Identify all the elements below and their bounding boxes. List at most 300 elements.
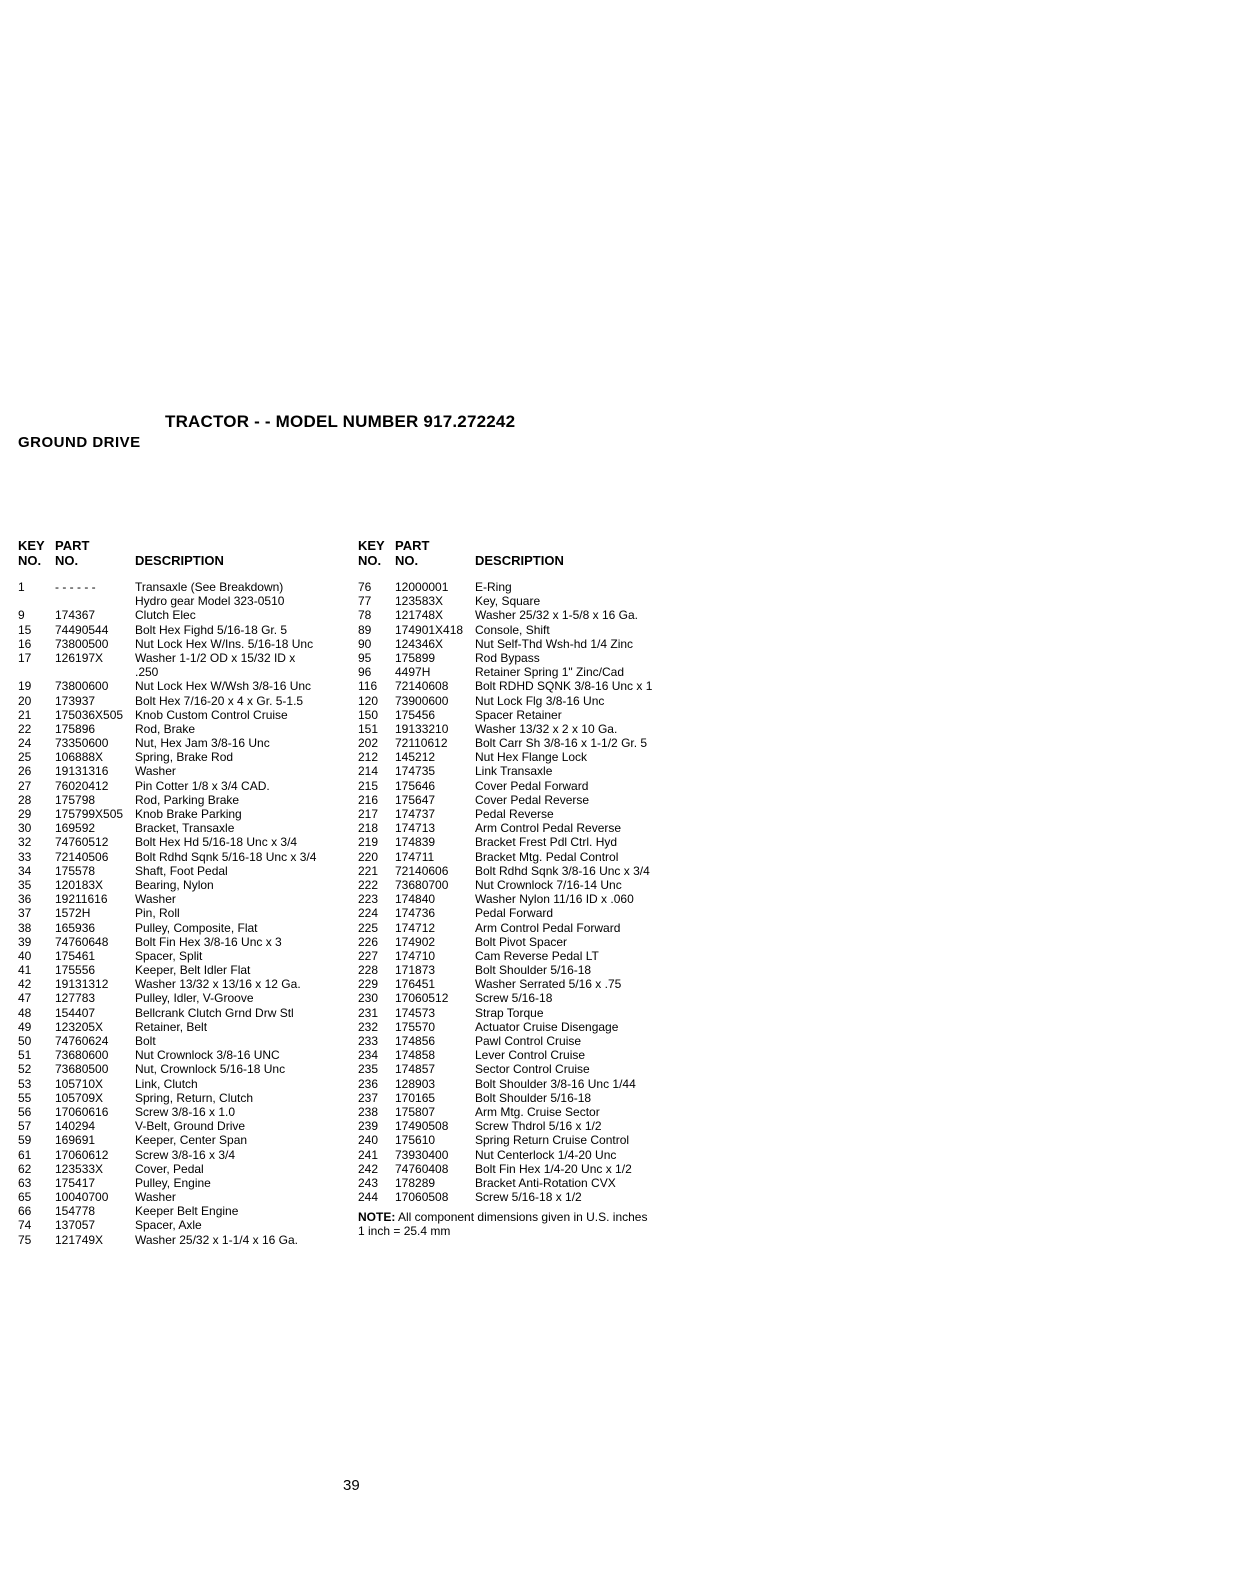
table-row <box>358 665 688 679</box>
description: Clutch Elec <box>135 608 196 623</box>
part-no: 145212 <box>395 750 436 765</box>
part-no: 174737 <box>395 807 436 821</box>
description: Pawl Control Cruise <box>475 1034 582 1048</box>
part-no: 19133210 <box>395 721 449 736</box>
part-no: 72140608 <box>395 679 449 694</box>
key-no: 9 <box>18 608 25 623</box>
table-row <box>358 807 688 821</box>
description: Bracket Mtg. Pedal Control <box>475 849 619 864</box>
description: Bolt Rdhd Sqnk 3/8-16 Unc x 3/4 <box>475 863 650 878</box>
part-no: 140294 <box>55 1119 96 1134</box>
description: Bolt Pivot Spacer <box>475 934 568 949</box>
description: Nut Self-Thd Wsh-hd 1/4 Zinc <box>475 636 634 651</box>
description: Washer 13/32 x 2 x 10 Ga. <box>475 721 618 736</box>
part-no: 1572H <box>55 906 91 921</box>
description: Bolt Shoulder 5/16-18 <box>475 1090 592 1105</box>
description: Cover Pedal Forward <box>475 778 589 793</box>
table-row <box>358 892 688 906</box>
description: Keeper, Center Span <box>135 1133 248 1148</box>
description: Bolt Fin Hex 3/8-16 Unc x 3 <box>135 934 282 949</box>
part-no: 169592 <box>55 821 96 836</box>
description: E-Ring <box>475 580 512 594</box>
table-row <box>18 906 348 920</box>
key-no: 244 <box>358 1190 379 1205</box>
table-row <box>358 991 688 1005</box>
part-no: 171873 <box>395 963 436 978</box>
description: Bolt Shoulder 3/8-16 Unc 1/44 <box>475 1076 636 1091</box>
table-row <box>358 793 688 807</box>
part-no: 74760512 <box>55 835 109 850</box>
description: Washer <box>135 764 176 779</box>
table-row <box>358 637 688 651</box>
description: Screw Thdrol 5/16 x 1/2 <box>475 1119 602 1134</box>
table-row <box>358 708 688 722</box>
key-no: 240 <box>358 1133 379 1148</box>
part-no: 137057 <box>55 1218 96 1233</box>
description: Knob Brake Parking <box>135 807 242 821</box>
part-no: 74490544 <box>55 622 109 637</box>
part-no <box>55 665 135 679</box>
description: Knob Custom Control Cruise <box>135 707 288 722</box>
key-no: 19 <box>18 679 32 694</box>
table-row <box>18 608 348 622</box>
key-no: 226 <box>358 934 379 949</box>
key-no: 243 <box>358 1175 379 1190</box>
key-no <box>18 665 55 679</box>
description: Nut Hex Flange Lock <box>475 750 588 765</box>
table-row <box>18 1062 348 1076</box>
part-no: 17060612 <box>55 1147 109 1162</box>
description: Keeper Belt Engine <box>135 1204 239 1219</box>
part-no: 176451 <box>395 977 436 992</box>
description-header: DESCRIPTION <box>475 553 564 568</box>
part-no: 72140506 <box>55 849 109 864</box>
part-no: 174710 <box>395 948 436 963</box>
table-row <box>18 821 348 835</box>
key-no: 220 <box>358 849 379 864</box>
key-no: 74 <box>18 1218 32 1233</box>
key-no: 65 <box>18 1190 32 1205</box>
part-no-header: PART NO. <box>395 538 430 568</box>
key-no: 41 <box>18 963 32 978</box>
part-no: 174711 <box>395 849 435 864</box>
table-row <box>18 623 348 637</box>
dimensions-note <box>358 1210 688 1238</box>
description: Screw 5/16-18 x 1/2 <box>475 1190 582 1205</box>
table-row <box>18 949 348 963</box>
key-no: 20 <box>18 693 32 708</box>
table-row <box>18 977 348 991</box>
table-row <box>18 1190 348 1204</box>
key-no: 150 <box>358 707 379 722</box>
key-no: 16 <box>18 636 32 651</box>
key-no: 63 <box>18 1175 32 1190</box>
part-no: 174858 <box>395 1048 436 1063</box>
part-no: 175647 <box>395 792 436 807</box>
description: Console, Shift <box>475 622 550 637</box>
part-no: 170165 <box>395 1090 436 1105</box>
part-no: 73800600 <box>55 679 109 694</box>
part-no: 175578 <box>55 863 96 878</box>
table-row <box>18 1133 348 1147</box>
table-row <box>358 1148 688 1162</box>
table-row <box>18 1034 348 1048</box>
key-no: 1 <box>18 580 25 594</box>
table-row <box>358 949 688 963</box>
key-no: 230 <box>358 991 379 1006</box>
key-no: 217 <box>358 807 379 821</box>
part-no: 169691 <box>55 1133 96 1148</box>
part-no: 174735 <box>395 764 436 779</box>
description: .250 <box>135 665 159 680</box>
key-no: 39 <box>18 934 32 949</box>
part-no: 174901X418 <box>395 622 464 637</box>
part-no: 73930400 <box>395 1147 449 1162</box>
description: Spring Return Cruise Control <box>475 1133 630 1148</box>
table-row <box>358 835 688 849</box>
description: Washer Nylon 11/16 ID x .060 <box>475 892 634 907</box>
description: Rod Bypass <box>475 650 540 665</box>
key-no: 53 <box>18 1076 32 1091</box>
key-no: 116 <box>358 679 378 694</box>
table-row <box>18 892 348 906</box>
key-no: 214 <box>358 764 379 779</box>
description: Nut Lock Hex W/Ins. 5/16-18 Unc <box>135 636 314 651</box>
key-no: 27 <box>18 778 32 793</box>
table-row <box>18 1105 348 1119</box>
description: Bracket Anti-Rotation CVX <box>475 1175 616 1190</box>
description: Hydro gear Model 323-0510 <box>135 594 285 609</box>
description: Nut Lock Flg 3/8-16 Unc <box>475 693 605 708</box>
description: Bolt Fin Hex 1/4-20 Unc x 1/2 <box>475 1161 632 1176</box>
table-row <box>18 1162 348 1176</box>
part-no: 175646 <box>395 778 436 793</box>
part-no: 175570 <box>395 1019 436 1034</box>
table-row <box>358 1176 688 1190</box>
description: Rod, Brake <box>135 721 196 736</box>
table-row <box>358 963 688 977</box>
key-no: 77 <box>358 594 372 609</box>
key-no: 120 <box>358 693 379 708</box>
table-row <box>18 807 348 821</box>
key-no: 236 <box>358 1076 379 1091</box>
table-row <box>18 708 348 722</box>
description: Washer Serrated 5/16 x .75 <box>475 977 622 992</box>
part-no: 178289 <box>395 1175 436 1190</box>
part-no: 72110612 <box>395 736 448 751</box>
description: Screw 5/16-18 <box>475 991 553 1006</box>
description: Transaxle (See Breakdown) <box>135 580 284 594</box>
description: Spacer, Split <box>135 948 203 963</box>
table-row <box>18 694 348 708</box>
key-no: 227 <box>358 948 379 963</box>
key-no: 17 <box>18 650 32 665</box>
part-no: 124346X <box>395 636 444 651</box>
part-no: 73680700 <box>395 877 449 892</box>
key-no: 50 <box>18 1034 32 1048</box>
table-row <box>18 665 348 679</box>
description: Sector Control Cruise <box>475 1062 590 1077</box>
part-no: 175799X505 <box>55 807 124 821</box>
part-no: 175896 <box>55 721 96 736</box>
table-row <box>18 1148 348 1162</box>
part-no: 174713 <box>395 821 436 836</box>
table-row <box>18 764 348 778</box>
table-row <box>18 722 348 736</box>
description: Retainer, Belt <box>135 1019 208 1034</box>
description: Bellcrank Clutch Grnd Drw Stl <box>135 1005 294 1020</box>
key-no: 57 <box>18 1119 32 1134</box>
description: Keeper, Belt Idler Flat <box>135 963 251 978</box>
part-no: 105710X <box>55 1076 104 1091</box>
table-row <box>18 864 348 878</box>
key-no: 42 <box>18 977 32 992</box>
part-no: 121749X <box>55 1232 104 1247</box>
part-no: 105709X <box>55 1090 104 1105</box>
part-no: 19131312 <box>55 977 109 992</box>
part-no: 73900600 <box>395 693 449 708</box>
table-row <box>18 835 348 849</box>
description: Washer 13/32 x 13/16 x 12 Ga. <box>135 977 301 992</box>
table-row <box>18 991 348 1005</box>
part-no: 74760624 <box>55 1034 109 1048</box>
description: Cam Reverse Pedal LT <box>475 948 599 963</box>
table-row <box>358 722 688 736</box>
key-no: 32 <box>18 835 32 850</box>
key-no: 89 <box>358 622 372 637</box>
table-row <box>358 764 688 778</box>
table-row <box>358 1162 688 1176</box>
description: Nut, Crownlock 5/16-18 Unc <box>135 1062 286 1077</box>
part-no: 76020412 <box>55 778 109 793</box>
description: Strap Torque <box>475 1005 544 1020</box>
key-no: 34 <box>18 863 32 878</box>
description: Bracket, Transaxle <box>135 821 235 836</box>
part-no: 72140606 <box>395 863 449 878</box>
part-no: 17490508 <box>395 1119 449 1134</box>
table-row <box>18 779 348 793</box>
table-row <box>358 906 688 920</box>
table-row <box>18 1077 348 1091</box>
description: Link, Clutch <box>135 1076 198 1091</box>
description: Pedal Reverse <box>475 807 554 821</box>
description: Arm Mtg. Cruise Sector <box>475 1104 600 1119</box>
table-row <box>358 679 688 693</box>
key-no: 52 <box>18 1062 32 1077</box>
part-no: 175807 <box>395 1104 436 1119</box>
description: Screw 3/8-16 x 1.0 <box>135 1104 236 1119</box>
key-no: 61 <box>18 1147 32 1162</box>
table-row <box>18 935 348 949</box>
key-no: 22 <box>18 721 32 736</box>
key-no: 151 <box>358 721 379 736</box>
table-header <box>18 536 348 568</box>
table-row <box>18 580 348 594</box>
part-no: 174712 <box>395 920 436 935</box>
part-no: 17060508 <box>395 1190 449 1205</box>
description: V-Belt, Ground Drive <box>135 1119 246 1134</box>
table-row <box>18 1233 348 1247</box>
key-no: 49 <box>18 1019 32 1034</box>
key-no: 35 <box>18 877 32 892</box>
note-conversion: 1 inch = 25.4 mm <box>358 1224 451 1239</box>
key-no: 26 <box>18 764 32 779</box>
key-no: 90 <box>358 636 372 651</box>
table-row <box>18 1091 348 1105</box>
key-no: 15 <box>18 622 32 637</box>
part-no: 123583X <box>395 594 444 609</box>
table-row <box>18 850 348 864</box>
description: Washer 25/32 x 1-1/4 x 16 Ga. <box>135 1232 298 1247</box>
part-no: 175461 <box>55 948 96 963</box>
key-no: 56 <box>18 1104 32 1119</box>
table-row <box>358 977 688 991</box>
table-row <box>358 651 688 665</box>
table-row <box>358 1105 688 1119</box>
part-no: 175456 <box>395 707 436 722</box>
page-number: 39 <box>343 1477 360 1494</box>
description: Pulley, Engine <box>135 1175 211 1190</box>
description: Pin, Roll <box>135 906 180 921</box>
description: Rod, Parking Brake <box>135 792 240 807</box>
key-no-header: KEY NO. <box>358 538 385 568</box>
part-no: 19211616 <box>55 892 108 907</box>
description: Shaft, Foot Pedal <box>135 863 228 878</box>
part-no: 175798 <box>55 792 96 807</box>
key-no: 239 <box>358 1119 379 1134</box>
key-no: 28 <box>18 792 32 807</box>
key-no: 21 <box>18 707 32 722</box>
key-no: 76 <box>358 580 372 594</box>
table-row <box>358 821 688 835</box>
key-no: 33 <box>18 849 32 864</box>
description: Nut Crownlock 7/16-14 Unc <box>475 877 622 892</box>
part-no: 128903 <box>395 1076 436 1091</box>
key-no: 24 <box>18 736 32 751</box>
key-no: 234 <box>358 1048 379 1063</box>
table-row <box>18 1204 348 1218</box>
part-no: 174839 <box>395 835 436 850</box>
table-row <box>358 864 688 878</box>
key-no: 55 <box>18 1090 32 1105</box>
description: Spacer, Axle <box>135 1218 202 1233</box>
part-no: 73350600 <box>55 736 109 751</box>
description: Cover Pedal Reverse <box>475 792 590 807</box>
description: Bolt Carr Sh 3/8-16 x 1-1/2 Gr. 5 <box>475 736 648 751</box>
table-row <box>18 1020 348 1034</box>
description: Link Transaxle <box>475 764 553 779</box>
key-no: 59 <box>18 1133 32 1148</box>
note-label: NOTE: <box>358 1210 396 1225</box>
description: Nut Crownlock 3/8-16 UNC <box>135 1048 280 1063</box>
description: Bolt <box>135 1034 156 1048</box>
table-row <box>18 1119 348 1133</box>
parts-table-left <box>18 536 348 1247</box>
table-row <box>18 637 348 651</box>
section-title: GROUND DRIVE <box>18 434 141 451</box>
part-no: 73680500 <box>55 1062 109 1077</box>
part-no <box>55 594 135 608</box>
table-row <box>358 1133 688 1147</box>
description: Retainer Spring 1" Zinc/Cad <box>475 665 624 680</box>
key-no: 224 <box>358 906 379 921</box>
key-no: 78 <box>358 608 372 623</box>
part-no: 165936 <box>55 920 96 935</box>
description: Pulley, Composite, Flat <box>135 920 258 935</box>
table-row <box>358 1048 688 1062</box>
part-no: 174840 <box>395 892 436 907</box>
key-no: 30 <box>18 821 32 836</box>
table-row <box>358 878 688 892</box>
key-no: 29 <box>18 807 32 821</box>
key-no: 75 <box>18 1232 32 1247</box>
part-no: 106888X <box>55 750 104 765</box>
part-no: 73800500 <box>55 636 109 651</box>
description: Washer <box>135 892 176 907</box>
part-no: 174367 <box>55 608 96 623</box>
table-row <box>18 1176 348 1190</box>
part-no: 175417 <box>55 1175 96 1190</box>
description: Nut Centerlock 1/4-20 Unc <box>475 1147 617 1162</box>
description: Pedal Forward <box>475 906 554 921</box>
table-row <box>358 736 688 750</box>
table-row <box>358 1190 688 1204</box>
table-row <box>18 679 348 693</box>
part-no-header: PART NO. <box>55 538 90 568</box>
part-no: 10040700 <box>55 1190 109 1205</box>
key-no: 225 <box>358 920 379 935</box>
table-row <box>358 1034 688 1048</box>
table-row <box>18 750 348 764</box>
part-no: 175610 <box>395 1133 436 1148</box>
key-no: 242 <box>358 1161 379 1176</box>
table-row <box>358 1091 688 1105</box>
page-title: TRACTOR - - MODEL NUMBER 917.272242 <box>165 412 516 431</box>
key-no: 62 <box>18 1161 32 1176</box>
key-no: 202 <box>358 736 379 751</box>
description: Actuator Cruise Disengage <box>475 1019 619 1034</box>
parts-list <box>358 580 688 1204</box>
description: Bolt RDHD SQNK 3/8-16 Unc x 1 <box>475 679 653 694</box>
part-no: 4497H <box>395 665 431 680</box>
description: Key, Square <box>475 594 541 609</box>
key-no: 47 <box>18 991 32 1006</box>
part-no: 174573 <box>395 1005 436 1020</box>
table-row <box>18 963 348 977</box>
table-row <box>358 1062 688 1076</box>
table-row <box>358 1119 688 1133</box>
key-no: 25 <box>18 750 32 765</box>
table-row <box>358 608 688 622</box>
table-row <box>358 694 688 708</box>
key-no: 48 <box>18 1005 32 1020</box>
description: Bolt Hex 7/16-20 x 4 x Gr. 5-1.5 <box>135 693 304 708</box>
description: Lever Control Cruise <box>475 1048 586 1063</box>
key-no: 215 <box>358 778 379 793</box>
key-no: 221 <box>358 863 379 878</box>
description: Bolt Rdhd Sqnk 5/16-18 Unc x 3/4 <box>135 849 317 864</box>
table-row <box>358 1006 688 1020</box>
key-no-header: KEY NO. <box>18 538 45 568</box>
table-row <box>358 580 688 594</box>
parts-list <box>18 580 348 1247</box>
part-no: 174857 <box>395 1062 436 1077</box>
key-no: 95 <box>358 650 372 665</box>
part-no: 17060512 <box>395 991 449 1006</box>
description: Spacer Retainer <box>475 707 562 722</box>
key-no: 51 <box>18 1048 32 1063</box>
description: Spring, Brake Rod <box>135 750 234 765</box>
